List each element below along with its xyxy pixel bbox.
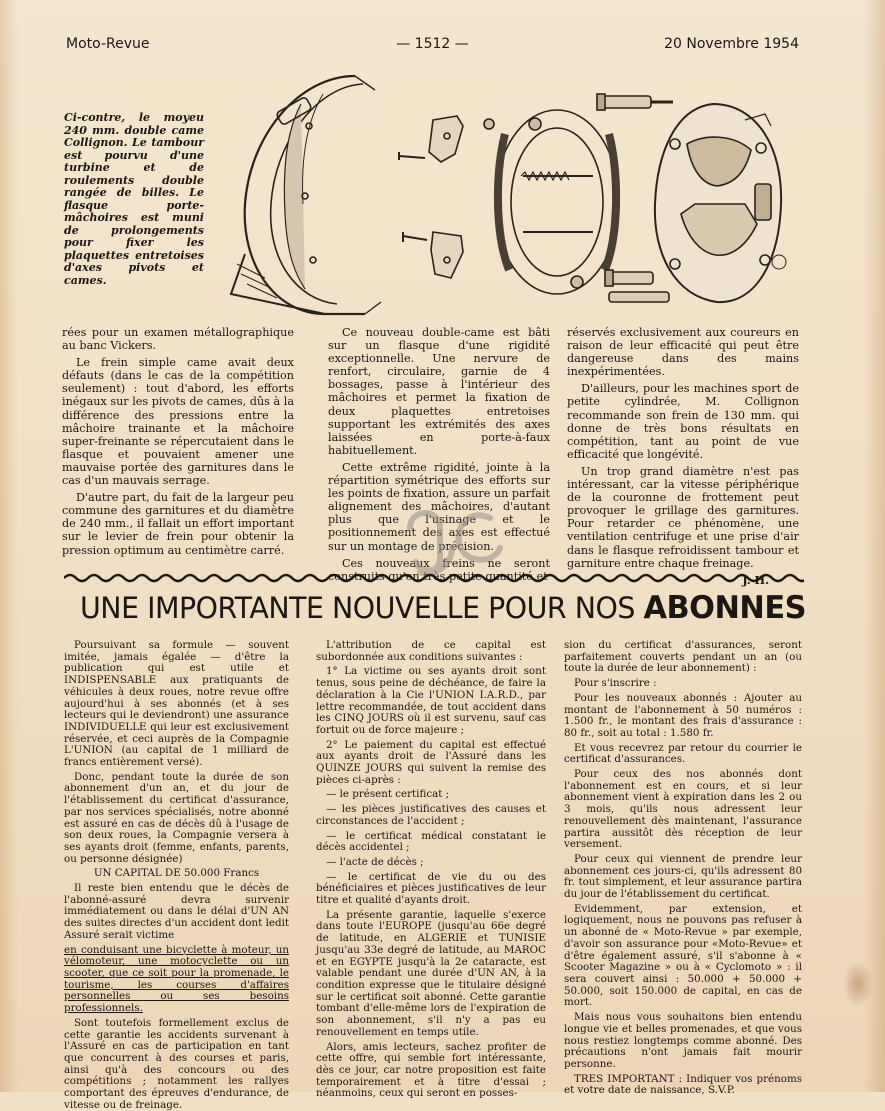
paragraph: Pour ceux qui viennent de prendre leur abonnement ces jours-ci, qu'ils adressent 80 fr. tout simplement, et leur assurance partira du jour de l'établissement du certificat. [564,852,802,901]
paragraph: sion du certificat d'assurances, seront parfaitement couverts pendant un an (ou toute la durée de leur abonnement) : [564,639,802,675]
announcement-body [64,639,804,1111]
paragraph: Le frein simple came avait deux défauts (dans le cas de la compétition seulement) : tout d'abord, les efforts inégaux sur les pivots de cames, dûs à la différence des pressions entre la mâchoire trainante et la mâchoire super-freinante se répercutaient dans le flasque et pouvaient amener une mauvaise portée des garnitures dans le cas d'un mauvais serrage. [62,356,294,488]
paragraph: Ces nouveaux freins ne seront construits qu'en très petite quantité et [328,556,550,583]
list-item: — le certificat médical constatant le décès accidentel ; [316,829,546,854]
drum-drawing [231,76,381,314]
magazine-name: Moto-Revue [66,36,150,52]
announcement-headline [80,590,807,634]
list-item: — le certificat de vie du ou des bénéficiaires et pièces justificatives de leur titre et qualité d'ayants droit. [316,870,546,907]
paragraph: La présente garantie, laquelle s'exerce dans toute l'EUROPE (jusqu'au 66e degré de latitude, en ALGERIE et TUNISIE jusqu'au 33e degré de latitude, au MAROC et en EGYPTE jusqu'à la 2e cataracte, est valable pendant une durée d'UN AN, à la condition expresse que le titulaire désigné sur le certificat soit abonné. Cette garantie tombant d'elle-même lors de l'expiration de son abonnement, s'il n'y a pas eu renouvellement en temps utile. [316,908,546,1038]
paragraph: Mais nous vous souhaitons bien entendu longue vie et belles promenades, et que vous nous restiez longtemps comme abonné. Des précautions n'ont jamais fait mourir personne. [564,1011,802,1070]
paragraph: Sont toutefois formellement exclus de cette garantie les accidents survenant à l'Assuré en cas de participation en tant que concurrent à des courses et paris, ainsi qu'à des concours ou des compétitions ; notamment les rallyes comportant des épreuves d'endurance, de vitesse ou de freinage. [64,1016,289,1111]
list-item: — les pièces justificatives des causes et circonstances de l'accident ; [316,803,546,827]
headline-emphasis: ABONNES [643,590,807,626]
paragraph: Un trop grand diamètre n'est pas intéressant, car la vitesse périphérique de la couronne de frottement peut provoquer le grillage des garnitures. Pour retarder ce phénomène, une ventilation centrifuge et une prise d'air dans le flasque refroidissent tambour et garniture entre chaque freinage. [567,464,799,570]
paragraph: réservés exclusivement aux coureurs en raison de leur efficacité qui peut être dangereuse dans des mains inexpérimentées. [567,326,799,379]
paragraph: Cette extrême rigidité, jointe à la répartition symétrique des efforts sur les points de fixation, assure un parfait alignement des mâchoires, d'autant plus que l'usinage et le positionnement des axes est effectué sur un montage de précision. [328,460,550,553]
article-column-3 [567,326,799,587]
announcement-column-2 [316,640,546,1100]
announcement-column-3 [564,640,802,1097]
list-item: — l'acte de décès ; [326,855,424,868]
announcement-column-1 [64,640,289,1111]
paragraph: Pour les nouveaux abonnés : Ajouter au montant de l'abonnement à 50 numéros : 1.500 fr., le montant des frais d'assurance : 80 fr., soit au total : 1.580 fr. [564,691,802,739]
headline-text: UNE IMPORTANTE NOUVELLE POUR NOS [80,591,635,625]
list-item: — le présent certificat ; [326,788,450,801]
brake-shoes-drawing [495,110,619,294]
paragraph: Alors, amis lecteurs, sachez profiter de cette offre, qui semble fort intéressante, dès ce jour, car notre proposition est faite temporairement et à titre d'essai ; néanmoins, ceux qui seront en posses- [316,1040,546,1100]
small-parts-drawing [399,116,494,278]
paragraph: rées pour un examen métallographique au banc Vickers. [62,326,294,353]
paragraph: Pour ceux des nos abonnés dont l'abonnement est en cours, et si leur abonnement vient à expiration dans les 2 ou 3 mois, qu'ils nous adressent leur renouvellement dès maintenant, l'assurance partira aussitôt dès réception de leur versement. [564,768,802,851]
page-number: — 1512 — [396,36,469,52]
paragraph: Et vous recevrez par retour du courrier le certificat d'assurances. [564,741,802,766]
paragraph: 2° Le paiement du capital est effectué aux ayants droit de l'Assuré dans les QUINZE JOURS qui suivent la remise des pièces ci-après : [316,738,546,786]
paragraph: Pour s'inscrire : [574,677,657,690]
paragraph: L'attribution de ce capital est subordonnée aux conditions suivantes : [316,639,546,663]
page-header [66,36,799,58]
capital-amount: UN CAPITAL DE 50.000 Francs [93,867,260,880]
paragraph: Donc, pendant toute la durée de son abonnement d'un an, et du jour de l'établissement du certificat d'assurance, par nos services spécialisés, notre abonné est assuré en cas de décès dû à l'usage de son deux roues, la Compagnie versera à ses ayants droit (femme, enfants, parents, ou personne désignée) [64,770,289,865]
figure-caption: Ci-contre, le moyeu 240 mm. double came Collignon. Le tambour est pourvu d'une turbine et de roulements double rangée de billes. Le flasque porte-mâchoires est muni de prolongements pour fixer les plaquettes entretoises d'axes pivots et cames. [64,111,204,287]
paragraph: Evidemment, par extension, et logiquement, nous ne pouvons pas refuser à un abonné de « Moto-Revue » par exemple, d'avoir son assurance pour «Moto-Revue» et d'être également assuré, s'il s'abonne à « Scooter Magazine » ou à « Cyclomoto » : il sera couvert ainsi : 50.000 + 50.000 + 50.000, soit 150.000 de capital, en cas de mort. [564,902,802,1009]
paragraph: Il reste bien entendu que le décès de l'abonné-assuré devra survenir immédiatement ou dans le délai d'UN AN des suites directes d'un accident dont ledit Assuré serait victime [64,882,289,941]
section-divider [64,570,804,586]
issue-date: 20 Novembre 1954 [664,36,799,52]
paragraph: Ce nouveau double-came est bâti sur un flasque d'une rigidité exceptionnelle. Une nervure de renfort, circulaire, garnie de 4 bossages, passe à l'intérieur des mâchoires et permet la fixation de deux plaquettes entretoises supportant les extrémités des axes laissées en porte-à-faux habituellement. [328,326,550,457]
author-signature: J. H. [742,572,769,587]
paragraph: Poursuivant sa formule — souvent imitée, jamais égalée — d'être la publication qui est utile et INDISPENSABLE aux pratiquants de véhicules à deux roues, notre revue offre aujourd'hui à ses abonnés (et à ses lecteurs qui le deviendront) une assurance INDIVIDUELLE qui leur est exclusivement réservée, et ceci auprès de la Compagnie L'UNION (au capital de 1 milliard de francs entièrement versé). [64,639,289,769]
brake-hub-illustration [205,64,805,324]
paragraph: D'autre part, du fait de la largeur peu commune des garnitures et du diamètre de 240 mm., il fallait un effort important sur le levier de frein pour obtenir la pression optimum au centimètre carré. [62,491,294,557]
article-column-1 [62,326,294,557]
paragraph: 1° La victime ou ses ayants droit sont tenus, sous peine de déchéance, de faire la déclaration à la Cie l'UNION I.A.R.D., par lettre recommandée, de tout accident dans les CINQ JOURS où il est survenu, sauf cas fortuit ou de force majeure ; [316,665,546,736]
paper-stain [843,960,873,1008]
backing-plate-drawing [655,104,786,302]
underlined-paragraph: en conduisant une bicyclette à moteur, un vélomoteur, une motocyclette ou un scooter, que ce soit pour la promenade, le tourisme, les courses d'affaires personnelles ou ses besoins professionnels. [64,943,289,1015]
important-note: TRES IMPORTANT : Indiquer vos prénoms et votre date de naissance, S.V.P. [564,1072,802,1097]
paragraph: D'ailleurs, pour les machines sport de petite cylindrée, M. Collignon recommande son frein de 130 mm. qui donne de très bons résultats en compétition, tant au point de vue efficacité que longévité. [567,382,799,461]
